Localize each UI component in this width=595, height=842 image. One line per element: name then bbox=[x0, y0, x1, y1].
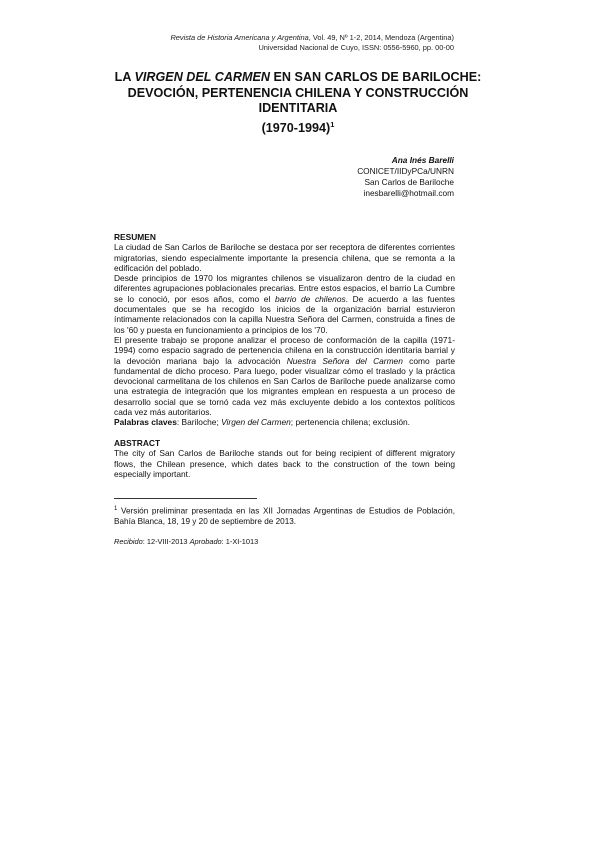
journal-name: Revista de Historia Americana y Argentina bbox=[170, 33, 309, 42]
keywords-italic: Virgen del Carmen bbox=[221, 417, 291, 428]
footnote-text: Versión preliminar presentada en las XII Jornadas Argentinas de Estudios de Población, Bahía Blanca, 18, 19 y 20 de septiembre de 2013. bbox=[114, 506, 455, 527]
journal-volume: , Vol. 49, Nº 1-2, 2014, Mendoza (Argentina) bbox=[308, 33, 454, 42]
footnote-mark: 1 bbox=[114, 506, 118, 512]
journal-header bbox=[170, 33, 454, 53]
resumen-p3-text-a: El presente trabajo se propone analizar el proceso de conformación de la capilla (1971-1994) como espacio sagrado de pertenencia chilena en la construcción identitaria barrial y la devoción mariana bajo la advocación bbox=[114, 334, 455, 366]
approved-label: Aprobado bbox=[189, 537, 222, 546]
resumen-p2-italic: barrio de chilenos bbox=[274, 293, 346, 304]
author-email[interactable]: inesbarelli@hotmail.com bbox=[363, 188, 454, 198]
keywords-label: Palabras claves bbox=[114, 417, 177, 428]
resumen-p3-text-b: como parte fundamental de dicho proceso. Para luego, poder visualizar cómo el traslado y la práctica devocional carmelitana de los chilenos en San Carlos de Bariloche puede analizarse como una estrategia de integración que los migrantes emplean en respuesta a un proceso de desarrollo social que se tornó cada vez más excluyente debido a los contextos políticos cada vez más autoritarios. bbox=[114, 355, 455, 418]
footnote bbox=[114, 504, 455, 528]
abstract-heading: ABSTRACT bbox=[114, 438, 161, 448]
footnote-divider bbox=[114, 498, 257, 499]
journal-line-2: Universidad Nacional de Cuyo, ISSN: 0556-5960, pp. 00-00 bbox=[258, 43, 454, 52]
keywords-text-a: : Bariloche; bbox=[176, 417, 222, 428]
resumen-p2-text-b: . De acuerdo a las fuentes documentales que se ha recogido los inicios de la organización barrial estuvieron íntimamente relacionados con la capilla Nuestra Señora del Carmen, construida a fines de los '60 y puesta en funcionamiento a principios de los '70. bbox=[114, 293, 455, 335]
received-date: : 12-VIII-2013 bbox=[142, 537, 190, 546]
received-label: Recibido bbox=[114, 537, 143, 546]
author-affiliation: CONICET/IIDyPCa/UNRN bbox=[357, 166, 454, 176]
resumen-p2-text-a: Desde principios de 1970 los migrantes chilenos se visualizaron dentro de la ciudad en diferentes agrupaciones poblacionales precarias. Entre estos espacios, el barrio La Cumbre se lo conoció, por esos años, como el bbox=[114, 273, 455, 304]
approved-date: : 1-XI-1013 bbox=[221, 537, 259, 546]
title-part-1: LA bbox=[114, 70, 135, 84]
abstract-paragraph-1: The city of San Carlos de Bariloche stands out for being recipient of different migratory flows, the Chilean presence, which dates back to the construction of the town being especially important. bbox=[114, 448, 455, 479]
author-name: Ana Inés Barelli bbox=[391, 155, 454, 165]
title-part-3: EN SAN CARLOS DE BARILOCHE: DEVOCIÓN, PERTENENCIA CHILENA Y CONSTRUCCIÓN IDENTITARIA bbox=[127, 70, 482, 115]
resumen-paragraph-2 bbox=[114, 273, 455, 335]
resumen-section bbox=[114, 232, 455, 428]
title-italic: VIRGEN DEL CARMEN bbox=[134, 70, 271, 84]
resumen-p3-italic: Nuestra Señora del Carmen bbox=[286, 355, 403, 366]
received-approved-line bbox=[114, 537, 258, 547]
journal-line-1 bbox=[170, 33, 454, 43]
abstract-section bbox=[114, 438, 455, 479]
author-city: San Carlos de Bariloche bbox=[364, 177, 454, 187]
resumen-heading: RESUMEN bbox=[114, 232, 156, 242]
article-title bbox=[113, 70, 483, 136]
resumen-paragraph-1: La ciudad de San Carlos de Bariloche se destaca por ser receptora de diferentes corrientes migratorias, siendo especialmente importante la presencia chilena, que se remonta a la edificación del poblado. bbox=[114, 242, 455, 273]
resumen-paragraph-3 bbox=[114, 335, 455, 417]
keywords-text-b: ; pertenencia chilena; exclusión. bbox=[290, 417, 410, 428]
title-years: (1970-1994) bbox=[261, 120, 331, 135]
title-footnote-mark[interactable]: 1 bbox=[330, 119, 335, 129]
author-block bbox=[357, 155, 454, 199]
keywords bbox=[114, 417, 455, 427]
